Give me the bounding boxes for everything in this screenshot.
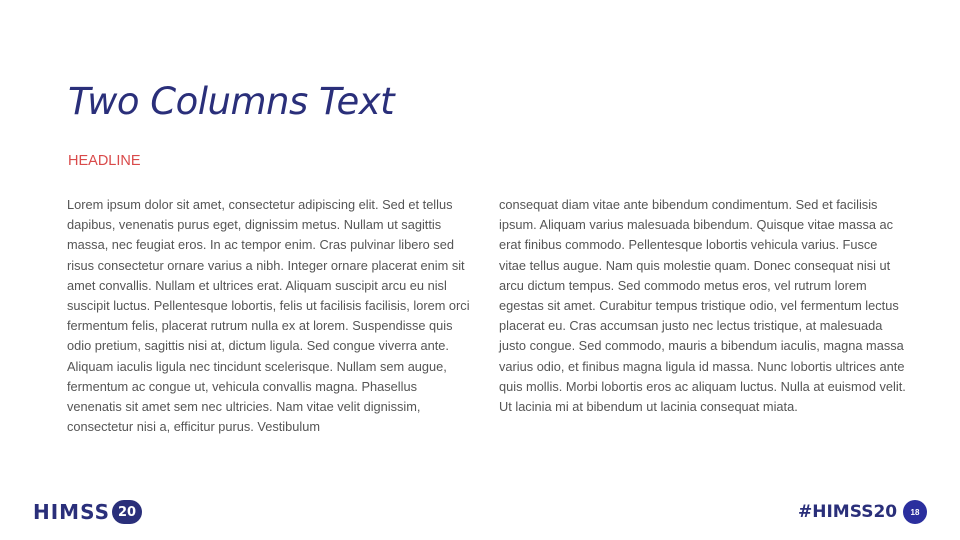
logo-year-badge: 20 [112, 500, 142, 524]
page-number-badge: 18 [903, 500, 927, 524]
slide-title: Two Columns Text [68, 80, 395, 123]
event-hashtag: #HIMSS20 [798, 502, 898, 522]
text-column-left: Lorem ipsum dolor sit amet, consectetur adipiscing elit. Sed et tellus dapibus, venenatis purus eget, dignissim metus. Nullam ut sagittis massa, nec feugiat eros. In ac tempor enim. Cras pulvinar libero sed risus consectetur ornare varius a nibh. Integer ornare placerat enim sit amet convallis. Nullam et ultrices erat. Aliquam suscipit arcu eu nisl suscipit luctus. Pellentesque lobortis, felis ut facilisis facilisis, lorem orci fermentum felis, placerat rutrum nulla ex at lorem. Suspendisse quis odio pretium, sagittis nisi at, dictum ligula. Sed congue viverra ante. Aliquam iaculis ligula nec tincidunt scelerisque. Nullam sem augue, fermentum ac congue ut, vehicula convallis magna. Phasellus venenatis sit amet sem nec ultricies. Nam vitae velit dignissim, consectetur nisi a, efficitur purus. Vestibulum [67, 197, 470, 435]
text-column-right: consequat diam vitae ante bibendum condimentum. Sed et facilisis ipsum. Aliquam varius malesuada bibendum. Quisque vitae massa ac erat finibus commodo. Pellentesque lobortis vehicula varius. Fusce vitae tellus augue. Nam quis molestie quam. Donec consequat nisi ut arcu dictum tempus. Sed commodo metus eros, vel rutrum lorem egestas sit amet. Curabitur tempus tristique odio, vel fermentum lectus placerat eu. Cras accumsan justo nec lectus tristique, at malesuada justo congue. Sed commodo, mauris a bibendum iaculis, magna massa varius odio, et finibus magna ligula id massa. Nunc lobortis ultrices ante quis mollis. Morbi lobortis eros ac aliquam luctus. Nulla at euismod velit. Ut lacinia mi at bibendum ut lacinia consequat miata. [499, 197, 906, 415]
headline: HEADLINE [68, 153, 141, 169]
himss-logo [33, 497, 142, 527]
logo-wordmark: HIMSS [33, 500, 110, 524]
